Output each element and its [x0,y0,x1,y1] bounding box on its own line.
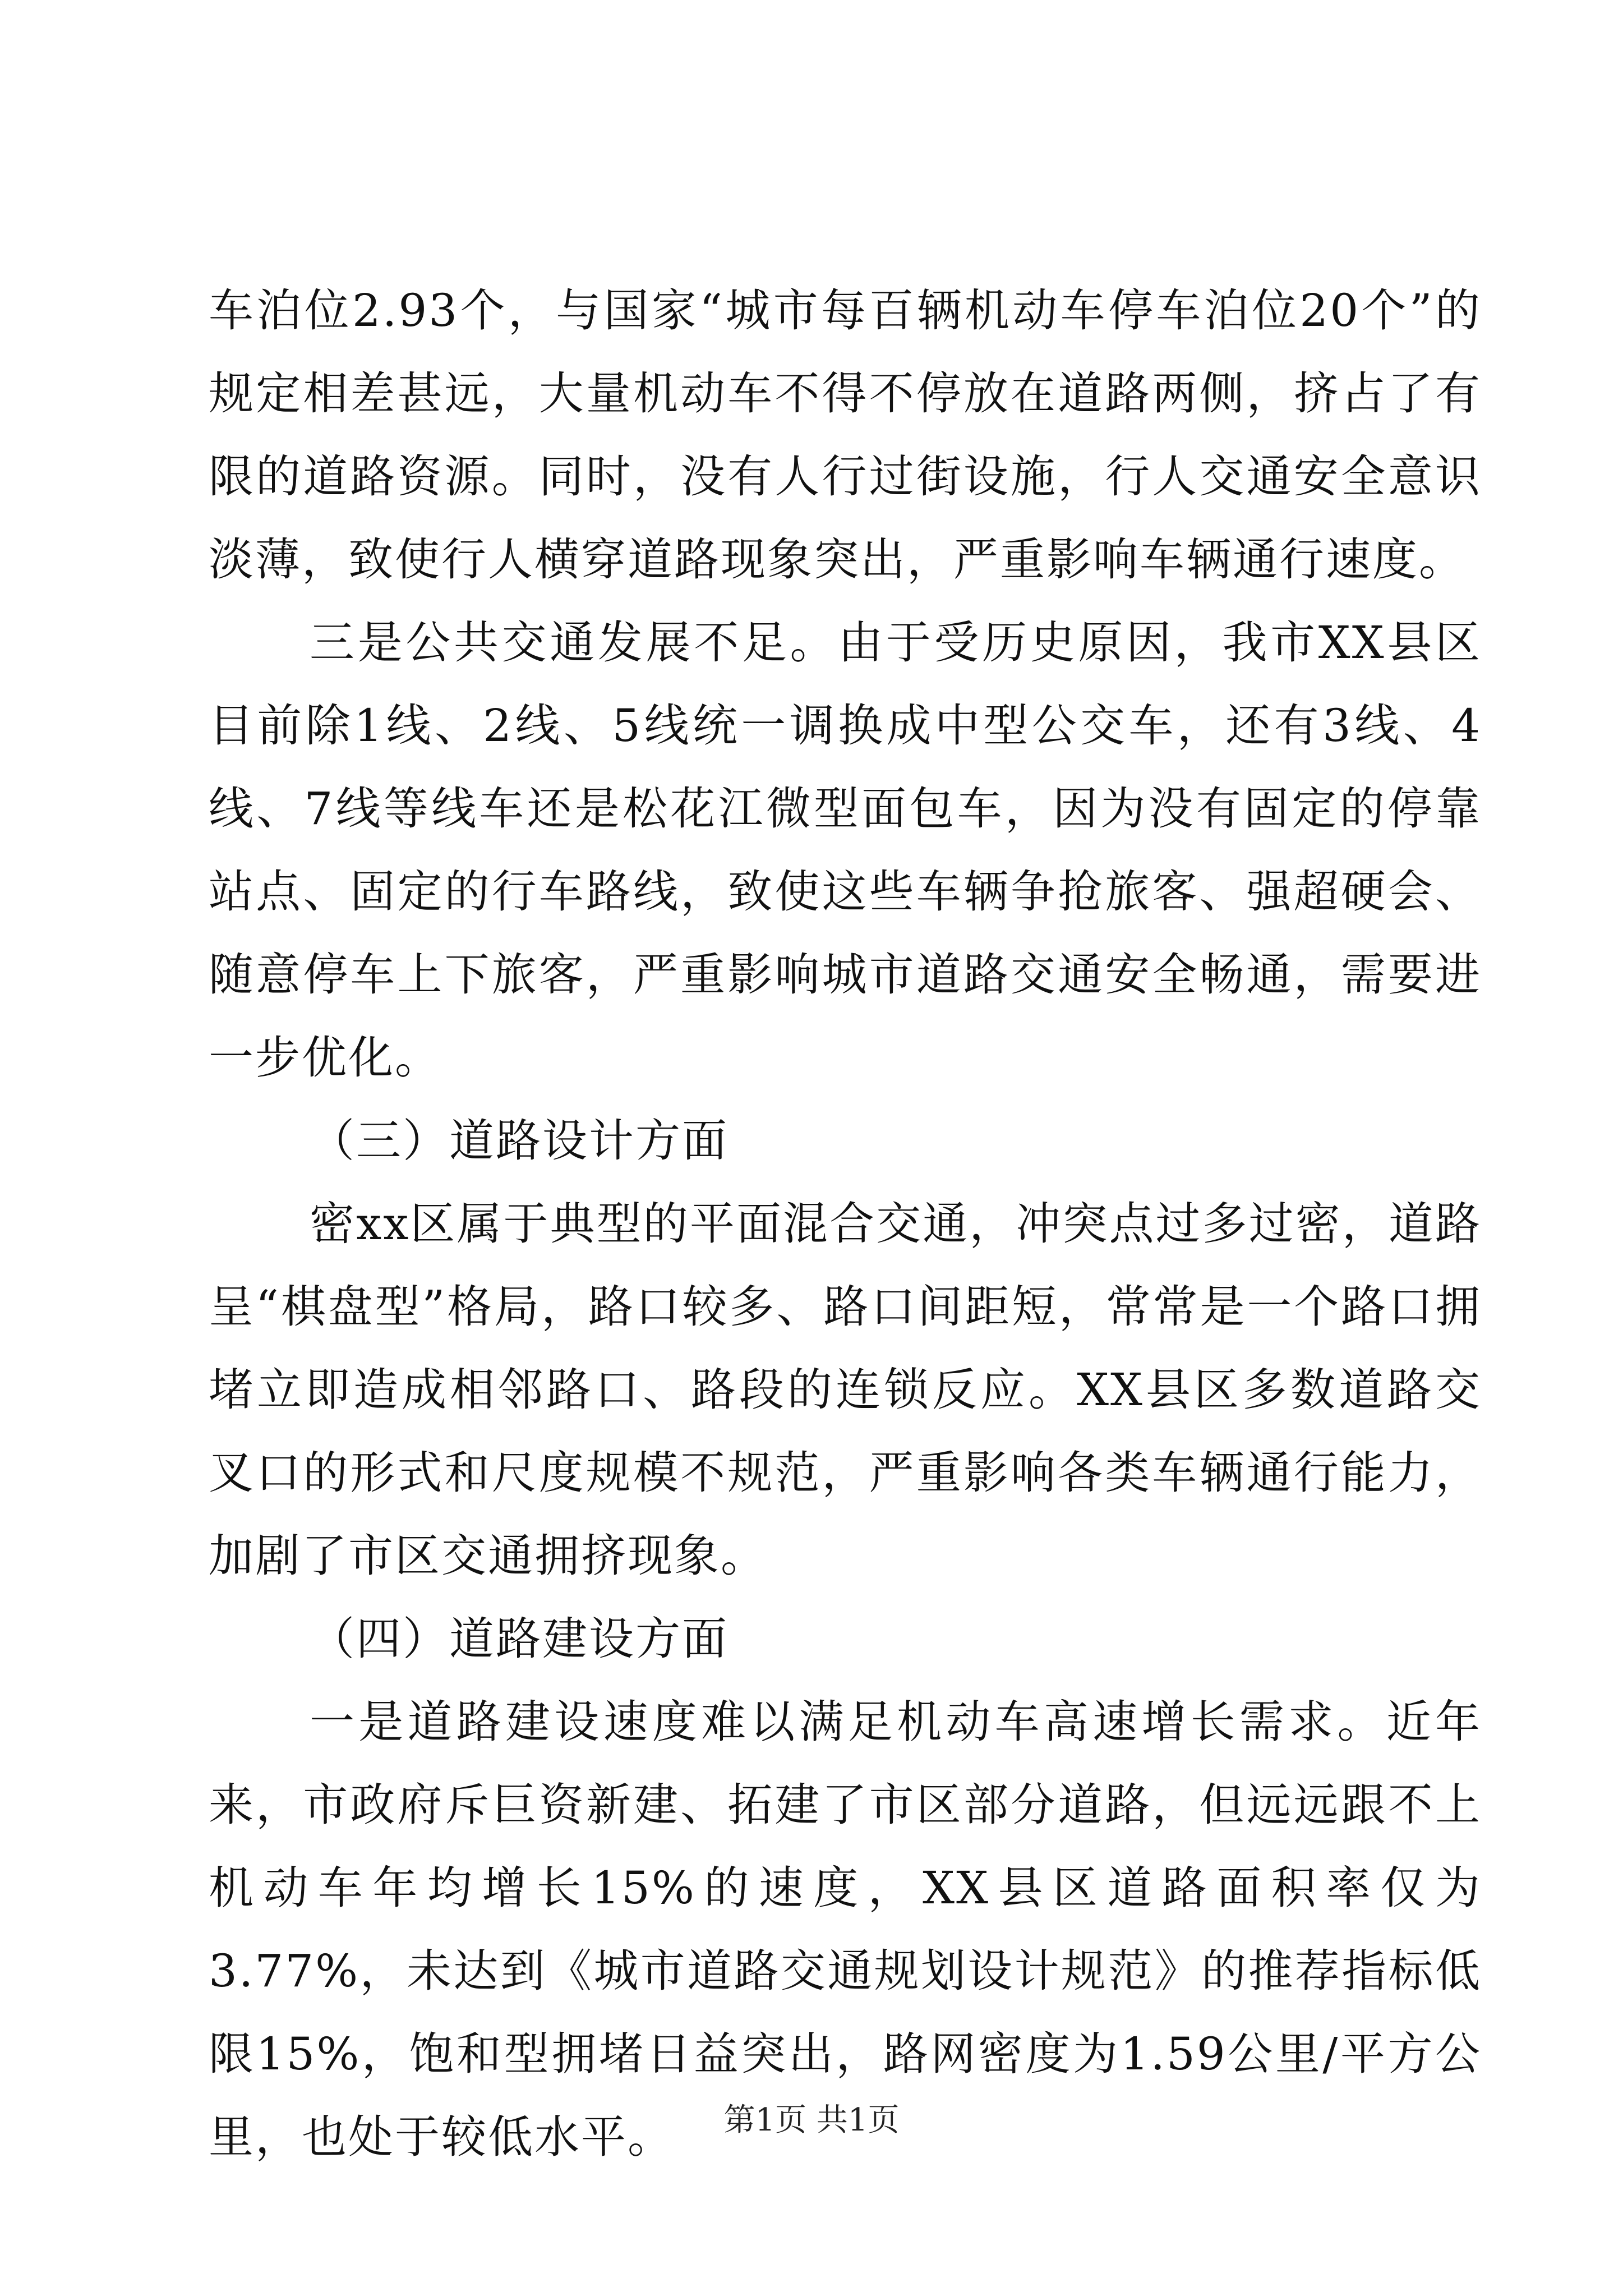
paragraph-parking-shortage: 车泊位2.93个，与国家“城市每百辆机动车停车泊位20个”的规定相差甚远，大量机动车不得不停放在道路两侧，挤占了有限的道路资源。同时，没有人行过街设施，行人交通安全意识淡薄，致使行人横穿道路现象突出，严重影响车辆通行速度。 [209,284,1482,586]
section-heading-road-construction: （四）道路建设方面 [310,1613,728,1665]
page-footer [0,2101,1623,2140]
paragraph-road-design: 密xx区属于典型的平面混合交通，冲突点过多过密，道路呈“棋盘型”格局，路口较多、路口间距短，常常是一个路口拥堵立即造成相邻路口、路段的连锁反应。XX县区多数道路交叉口的形式和尺度规模不规范，严重影响各类车辆通行能力，加剧了市区交通拥挤现象。 [209,1198,1482,1582]
paragraph-public-transport: 三是公共交通发展不足。由于受历史原因，我市XX县区目前除1线、2线、5线统一调换成中型公交车，还有3线、4线、7线等线车还是松花江微型面包车，因为没有固定的停靠站点、固定的行车路线，致使这些车辆争抢旅客、强超硬会、随意停车上下旅客，严重影响城市道路交通安全畅通，需要进一步优化。 [209,616,1482,1084]
document-body [209,269,1482,2179]
paragraph-road-construction: 一是道路建设速度难以满足机动车高速增长需求。近年来，市政府斥巨资新建、拓建了市区部分道路，但远远跟不上机动车年均增长15%的速度，XX县区道路面积率仅为3.77%，未达到《城市道路交通规划设计规范》的推荐指标低限15%，饱和型拥堵日益突出，路网密度为1.59公里/平方公里，也处于较低水平。 [209,1696,1482,2163]
section-heading-road-design: （三）道路设计方面 [310,1115,728,1167]
page-number-label: 第1页 共1页 [723,2102,900,2138]
